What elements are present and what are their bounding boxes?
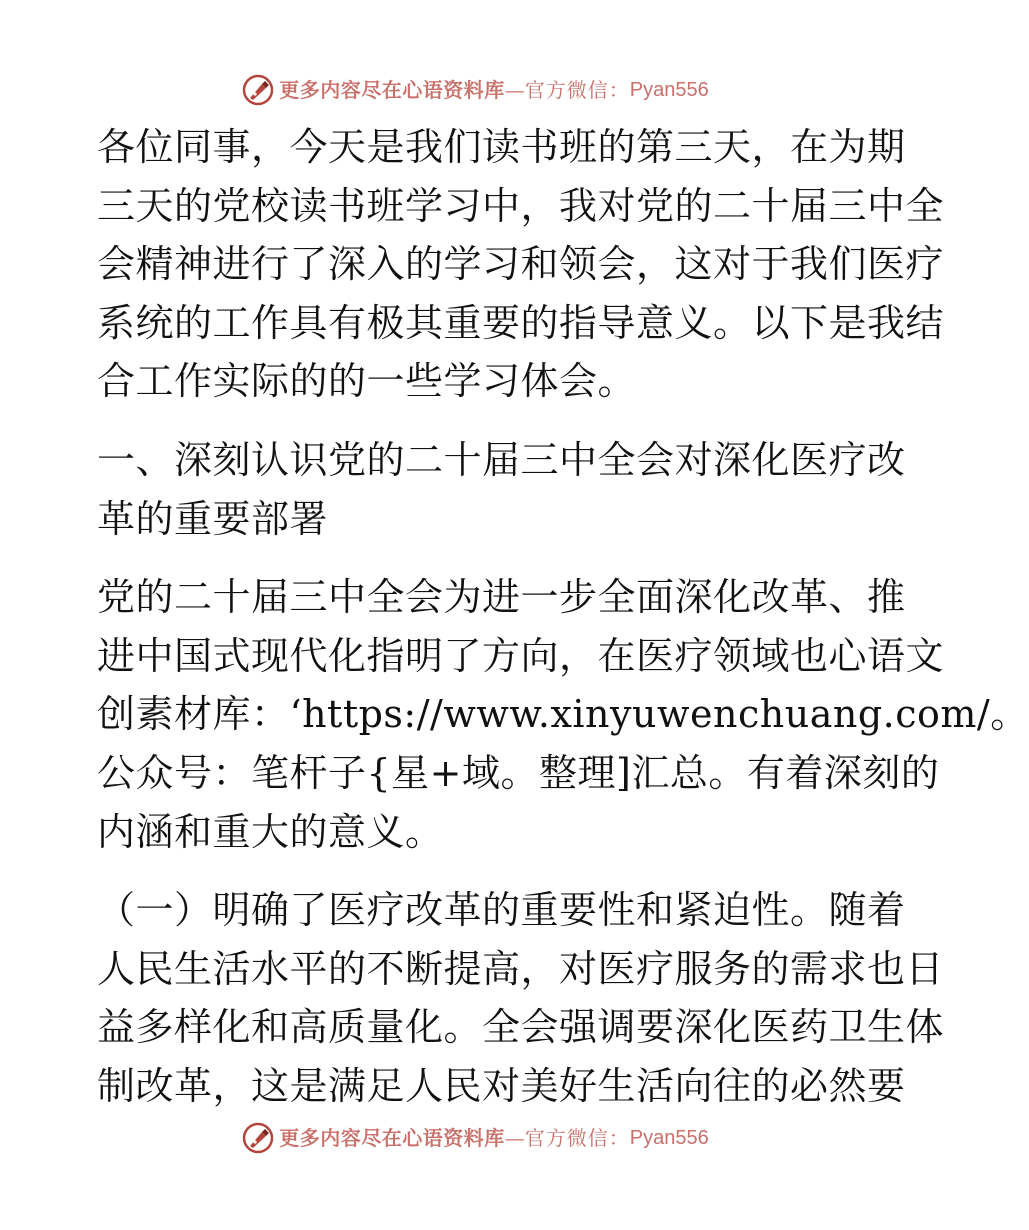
section-heading-1 [97,431,906,548]
text-line: 公众号：笔杆子{星+域。整理]汇总。有着深刻的 [97,750,940,795]
text-line: 人民生活水平的不断提高，对医疗服务的需求也日 [97,946,945,991]
text-line: 益多样化和高质量化。全会强调要深化医药卫生体 [97,1005,945,1050]
paragraph-subsection-1 [97,881,945,1115]
text-line: 党的二十届三中全会为进一步全面深化改革、推 [97,575,906,620]
document-body [97,118,1029,1136]
text-line: 革的重要部署 [97,496,329,541]
text-line: 会精神进行了深入的学习和领会，这对于我们医疗 [97,242,945,287]
text-line: 制改革，这是满足人民对美好生活向往的必然要 [97,1063,906,1108]
banner-wechat-id: Pyan556 [629,79,709,101]
text-line: 三天的党校读书班学习中，我对党的二十届三中全 [97,183,945,228]
text-line: 一、深刻认识党的二十届三中全会对深化医疗改 [97,437,906,482]
banner-separator: — [504,78,525,102]
text-line: 合工作实际的的一些学习体会。 [97,359,637,404]
paragraph-section-1 [97,568,1029,861]
text-line: 进中国式现代化指明了方向，在医疗领域也心语文 [97,633,945,678]
banner-wechat-label: 官方微信： [524,78,630,102]
header-banner [0,70,950,110]
pen-nib-icon [241,73,275,107]
banner-wechat-id: Pyan556 [629,1127,709,1149]
banner-main-text: 更多内容尽在心语资料库 [279,78,505,102]
banner-main-text: 更多内容尽在心语资料库 [279,1126,505,1150]
paragraph-intro [97,118,945,411]
banner-wechat-label: 官方微信： [524,1126,630,1150]
footer-banner [0,1118,950,1158]
text-line: 创素材库：‘https://www.xinyuwenchuang.com/。 [97,692,1029,737]
pen-nib-icon [241,1121,275,1155]
text-line: 各位同事，今天是我们读书班的第三天，在为期 [97,125,906,169]
text-line: （一）明确了医疗改革的重要性和紧迫性。随着 [97,888,906,933]
text-line: 内涵和重大的意义。 [97,809,444,854]
banner-separator: — [504,1126,525,1150]
text-line: 系统的工作具有极其重要的指导意义。以下是我结 [97,300,945,345]
